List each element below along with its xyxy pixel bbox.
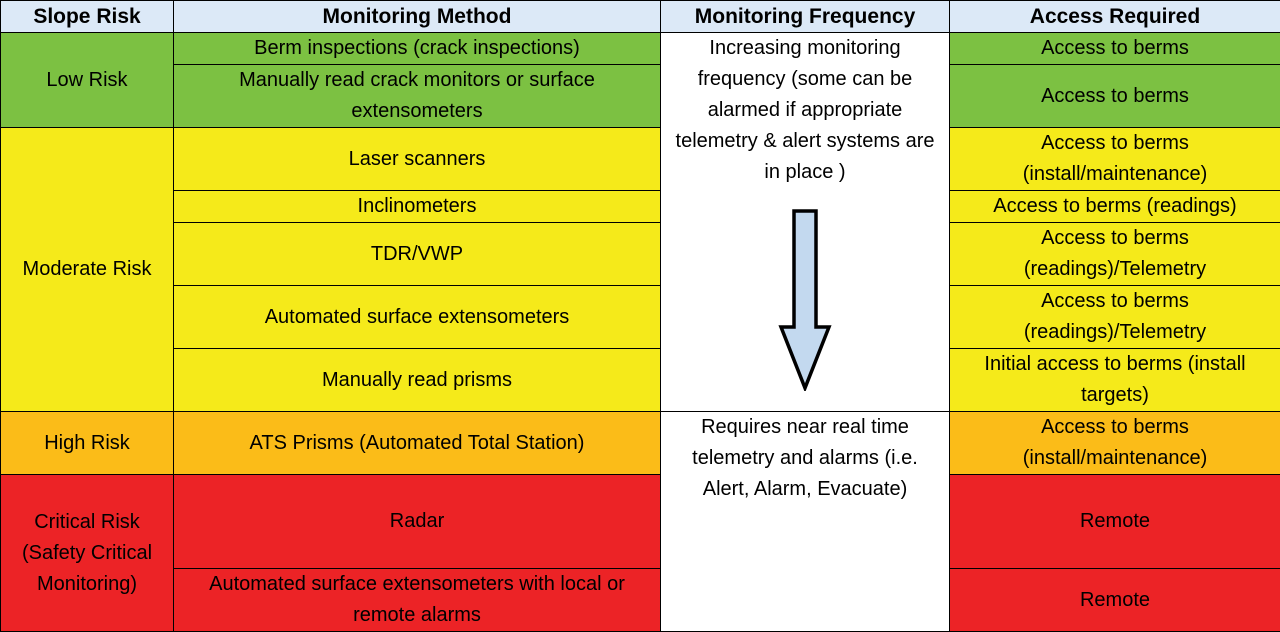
frequency-lower: Requires near real time telemetry and alarms (i.e. Alert, Alarm, Evacuate) [661, 412, 950, 632]
access-cell: Access to berms (readings)/Telemetry [950, 223, 1280, 286]
table-row [1, 33, 1280, 65]
table-row [1, 349, 1280, 412]
method-cell: Automated surface extensometers with local or remote alarms [174, 569, 661, 632]
method-cell: Manually read crack monitors or surface extensometers [174, 65, 661, 128]
table-row [1, 569, 1280, 632]
risk-moderate: Moderate Risk [1, 128, 174, 412]
access-cell: Initial access to berms (install targets) [950, 349, 1280, 412]
method-cell: Radar [174, 475, 661, 569]
table-row [1, 475, 1280, 569]
access-cell: Access to berms (readings)/Telemetry [950, 286, 1280, 349]
frequency-upper-text: Increasing monitoring frequency (some can be alarmed if appropriate telemetry & alert systems are in place ) [667, 33, 943, 188]
method-cell: Berm inspections (crack inspections) [174, 33, 661, 65]
header-monitoring-frequency: Monitoring Frequency [661, 1, 950, 33]
table-row [1, 286, 1280, 349]
header-slope-risk: Slope Risk [1, 1, 174, 33]
method-cell: Automated surface extensometers [174, 286, 661, 349]
risk-high: High Risk [1, 412, 174, 475]
header-access-required: Access Required [950, 1, 1280, 33]
risk-low: Low Risk [1, 33, 174, 128]
access-cell: Remote [950, 475, 1280, 569]
access-cell: Access to berms (readings) [950, 191, 1280, 223]
access-cell: Access to berms (install/maintenance) [950, 128, 1280, 191]
method-cell: Inclinometers [174, 191, 661, 223]
table-row [1, 191, 1280, 223]
table-row [1, 65, 1280, 128]
risk-critical: Critical Risk (Safety Critical Monitoring) [1, 475, 174, 632]
method-cell: TDR/VWP [174, 223, 661, 286]
access-cell: Remote [950, 569, 1280, 632]
method-cell: Manually read prisms [174, 349, 661, 412]
table-row [1, 223, 1280, 286]
header-row [1, 1, 1280, 33]
frequency-upper [661, 33, 950, 412]
access-cell: Access to berms [950, 65, 1280, 128]
method-cell: ATS Prisms (Automated Total Station) [174, 412, 661, 475]
header-monitoring-method: Monitoring Method [174, 1, 661, 33]
table-row [1, 128, 1280, 191]
method-cell: Laser scanners [174, 128, 661, 191]
table-row [1, 412, 1280, 475]
down-arrow-icon [661, 209, 949, 401]
access-cell: Access to berms (install/maintenance) [950, 412, 1280, 475]
access-cell: Access to berms [950, 33, 1280, 65]
